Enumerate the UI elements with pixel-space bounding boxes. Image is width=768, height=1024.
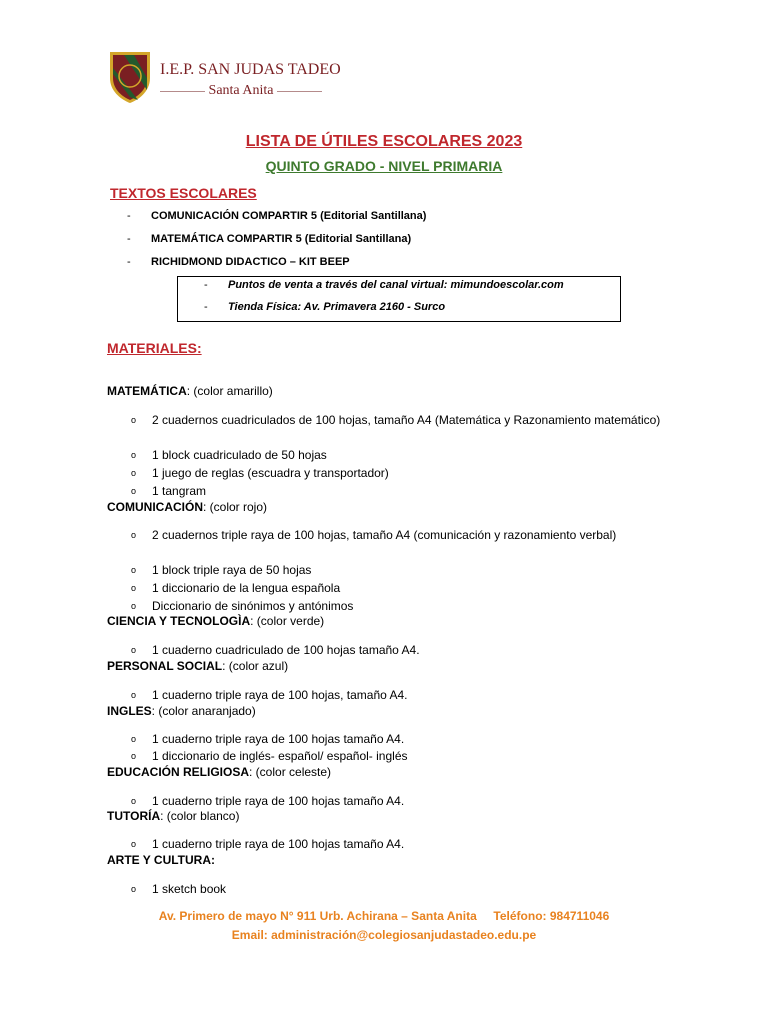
list-item: o 1 diccionario de la lengua española <box>131 581 341 595</box>
footer-address: Av. Primero de mayo N° 911 Urb. Achirana – Santa Anita Teléfono: 984711046 <box>158 909 610 923</box>
list-item: o 1 cuaderno triple raya de 100 hojas tamaño A4. <box>131 837 405 851</box>
school-location <box>160 83 322 99</box>
page-subtitle: QUINTO GRADO - NIVEL PRIMARIA <box>265 158 503 174</box>
list-item: o 1 cuaderno triple raya de 100 hojas tamaño A4. <box>131 794 405 808</box>
subject-heading: PERSONAL SOCIAL: (color azul) <box>107 659 289 673</box>
list-item: o 1 cuaderno triple raya de 100 hojas tamaño A4. <box>131 732 405 746</box>
list-item: - Tienda Física: Av. Primavera 2160 - Surco <box>204 301 446 313</box>
subject-heading: EDUCACIÓN RELIGIOSA: (color celeste) <box>107 765 332 779</box>
subject-heading: INGLES: (color anaranjado) <box>107 704 256 718</box>
list-item: o 2 cuadernos triple raya de 100 hojas, tamaño A4 (comunicación y razonamiento verbal) <box>131 528 617 542</box>
textos-heading: TEXTOS ESCOLARES <box>110 185 257 201</box>
subject-heading: COMUNICACIÓN: (color rojo) <box>107 500 268 514</box>
list-item: o 1 block cuadriculado de 50 hojas <box>131 448 327 462</box>
list-item: o 1 block triple raya de 50 hojas <box>131 563 312 577</box>
school-crest-logo <box>108 50 152 104</box>
list-item: o Diccionario de sinónimos y antónimos <box>131 599 354 613</box>
list-item: o 1 tangram <box>131 484 207 498</box>
subject-heading: MATEMÁTICA: (color amarillo) <box>107 384 273 398</box>
list-item: - MATEMÁTICA COMPARTIR 5 (Editorial Santillana) <box>127 233 412 245</box>
textos-list <box>127 210 426 279</box>
school-location-text: Santa Anita <box>208 83 274 98</box>
sales-points-box <box>177 276 621 322</box>
list-item: o 2 cuadernos cuadriculados de 100 hojas, tamaño A4 (Matemática y Razonamiento matemático) <box>131 413 661 427</box>
page-title: LISTA DE ÚTILES ESCOLARES 2023 <box>245 133 523 150</box>
subject-heading: ARTE Y CULTURA: <box>107 853 215 867</box>
list-item: o 1 sketch book <box>131 882 227 896</box>
subject-heading: TUTORÍA: (color blanco) <box>107 809 240 823</box>
school-name: I.E.P. SAN JUDAS TADEO <box>160 61 341 78</box>
list-item: - COMUNICACIÓN COMPARTIR 5 (Editorial Santillana) <box>127 210 427 222</box>
list-item: o 1 cuaderno triple raya de 100 hojas, tamaño A4. <box>131 688 408 702</box>
list-item: o 1 cuaderno cuadriculado de 100 hojas tamaño A4. <box>131 643 420 657</box>
subject-heading: CIENCIA Y TECNOLOGÌA: (color verde) <box>107 614 325 628</box>
list-item: o 1 juego de reglas (escuadra y transportador) <box>131 466 389 480</box>
materiales-heading: MATERIALES: <box>107 340 202 356</box>
divider <box>277 91 322 92</box>
footer-email: Email: administración@colegiosanjudastadeo.edu.pe <box>231 928 537 942</box>
list-item: - Puntos de venta a través del canal virtual: mimundoescolar.com <box>204 279 564 291</box>
divider <box>160 91 205 92</box>
list-item: - RICHIDMOND DIDACTICO – KIT BEEP <box>127 256 350 268</box>
list-item: o 1 diccionario de inglés- español/ español- inglés <box>131 749 408 763</box>
